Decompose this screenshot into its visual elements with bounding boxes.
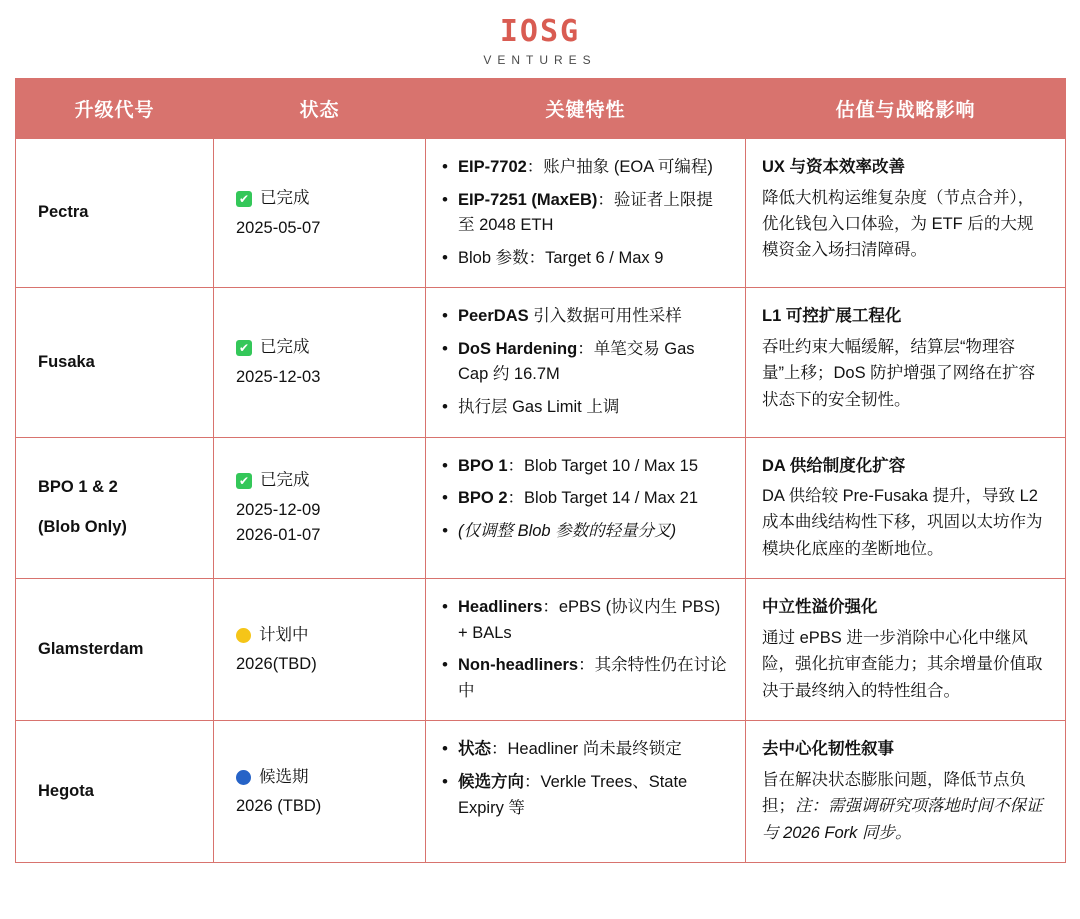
upgrade-name-cell [16,437,214,579]
feature-note: • (仅调整 Blob 参数的轻量分叉) [442,519,729,545]
features-cell [426,139,746,288]
feature-text: ：Headliner 尚未最终锁定 [491,740,682,759]
impact-body-text: 降低大机构运维复杂度（节点合并），优化钱包入口体验，为 ETF 后的大规模资金入场扫清障碍。 [762,188,1035,260]
upgrade-name-cell [16,721,214,863]
list-item [442,155,729,181]
status-badge [236,335,409,361]
status-cell [214,139,426,288]
status-date: 2026 (TBD) [236,797,322,816]
upgrade-name: BPO 1 & 2 [38,478,118,497]
status-date: 2025-12-03 [236,367,321,386]
feature-text: ：ePBS (协议内生 PBS) + BALs [458,598,721,642]
status-date: 2025-05-07 [236,218,321,237]
impact-body-text: 旨在解决状态膨胀问题，降低节点负担； [762,771,1026,816]
feature-text: ：其余特性仍在讨论中 [458,656,727,700]
list-item [442,653,729,704]
ethereum-upgrades-table [15,78,1066,863]
feature-list [442,454,729,545]
features-cell [426,721,746,863]
list-item [442,454,729,480]
status-dates [236,216,409,241]
blue-dot-icon [236,770,251,785]
impact-cell [746,437,1066,579]
status-cell [214,579,426,721]
status-badge [236,623,409,649]
impact-title: UX 与资本效率改善 [762,158,906,176]
feature-term: 候选方向 [458,773,524,792]
status-dates [236,498,409,548]
feature-term: Headliners [458,598,543,617]
upgrade-name-cell [16,288,214,437]
list-item [442,246,729,272]
upgrade-name-cell [16,579,214,721]
table-row [16,721,1066,863]
feature-text: 执行层 Gas Limit 上调 [458,397,620,416]
check-icon: ✔ [236,340,252,356]
status-cell [214,288,426,437]
status-cell [214,437,426,579]
feature-term: DoS Hardening [458,339,578,358]
list-item [442,770,729,821]
table-header-row [16,79,1066,139]
feature-list [442,737,729,821]
impact-title: L1 可控扩展工程化 [762,307,902,326]
impact-body-text: 通过 ePBS 进一步消除中心化中继风险，强化抗审查能力；其余增量价值取决于最终纳入的特性组合。 [762,628,1043,700]
table-row [16,437,1066,579]
status-dates [236,365,409,390]
status-date: 2026(TBD) [236,655,317,674]
feature-term: Non-headliners [458,656,579,675]
upgrade-name: Pectra [38,203,89,222]
status-badge [236,468,409,494]
impact-note: 注：需强调研究项落地时间不保证与 2026 Fork 同步。 [762,797,1043,842]
status-label: 已完成 [260,188,310,207]
status-cell [214,721,426,863]
feature-text: ：Verkle Trees、State Expiry 等 [458,773,688,817]
list-item [442,304,729,330]
feature-text: ：验证者上限提至 2048 ETH [458,190,713,235]
list-item [442,188,729,239]
feature-term: PeerDAS [458,307,529,326]
impact-cell [746,721,1066,863]
feature-text: ：Blob Target 10 / Max 15 [507,456,698,475]
status-badge [236,765,409,791]
status-dates [236,794,409,819]
feature-term: 状态 [458,740,491,759]
impact-body [762,625,1049,704]
column-header-status: 状态 [214,79,426,139]
features-cell [426,579,746,721]
feature-list [442,155,729,271]
impact-title: DA 供给制度化扩容 [762,456,906,475]
brand-logo [0,0,1080,78]
logo-wordmark: IOSG [499,14,581,49]
upgrade-name: Fusaka [38,352,95,371]
upgrade-name: Glamsterdam [38,640,144,659]
feature-text: 引入数据可用性采样 [528,307,682,326]
status-label: 已完成 [260,471,310,490]
list-item [442,395,729,421]
column-header-name: 升级代号 [16,79,214,139]
table-row [16,139,1066,288]
status-date: 2025-12-09 [236,500,321,519]
feature-text: ：Blob Target 14 / Max 21 [507,489,698,508]
impact-body-text: DA 供给较 Pre-Fusaka 提升，导致 L2 成本曲线结构性下移，巩固以太坊作为模块化底座的垄断地位。 [762,487,1043,558]
table-row [16,579,1066,721]
column-header-impact: 估值与战略影响 [746,79,1066,139]
feature-text: ：账户抽象 (EOA 可编程) [526,158,713,176]
list-item [442,337,729,388]
feature-term: EIP-7702 [458,158,527,176]
table-row [16,288,1066,437]
status-date: 2026-01-07 [236,525,321,544]
feature-text: Blob 参数：Target 6 / Max 9 [458,248,664,267]
impact-cell [746,288,1066,437]
feature-term: BPO 1 [458,456,508,475]
impact-body [762,334,1049,413]
upgrade-name: Hegota [38,782,94,801]
impact-cell [746,139,1066,288]
feature-text: ：单笔交易 Gas Cap 约 16.7M [458,339,695,384]
features-cell [426,288,746,437]
feature-term: BPO 2 [458,489,508,508]
impact-body [762,185,1049,264]
impact-body [762,767,1049,846]
upgrade-name-cell [16,139,214,288]
impact-title: 中立性溢价强化 [762,598,878,617]
status-label: 计划中 [259,625,309,644]
list-item [442,737,729,763]
list-item [442,595,729,646]
feature-term: EIP-7251 (MaxEB) [458,190,598,209]
list-item [442,486,729,512]
upgrade-name-subtitle: (Blob Only) [38,517,127,536]
impact-title: 去中心化韧性叙事 [762,740,894,759]
column-header-features: 关键特性 [426,79,746,139]
logo-subtitle: VENTURES [483,53,597,67]
features-cell [426,437,746,579]
check-icon: ✔ [236,191,252,207]
status-label: 候选期 [259,767,309,786]
status-badge [236,186,409,212]
impact-body-text: 吞吐约束大幅缓解，结算层“物理容量”上移；DoS 防护增强了网络在扩容状态下的安全韧性。 [762,337,1036,409]
impact-cell [746,579,1066,721]
check-icon: ✔ [236,473,252,489]
impact-body [762,483,1049,562]
status-dates [236,652,409,677]
status-label: 已完成 [260,338,310,357]
feature-list [442,304,729,420]
table-body [16,139,1066,863]
yellow-dot-icon [236,628,251,643]
feature-list [442,595,729,704]
